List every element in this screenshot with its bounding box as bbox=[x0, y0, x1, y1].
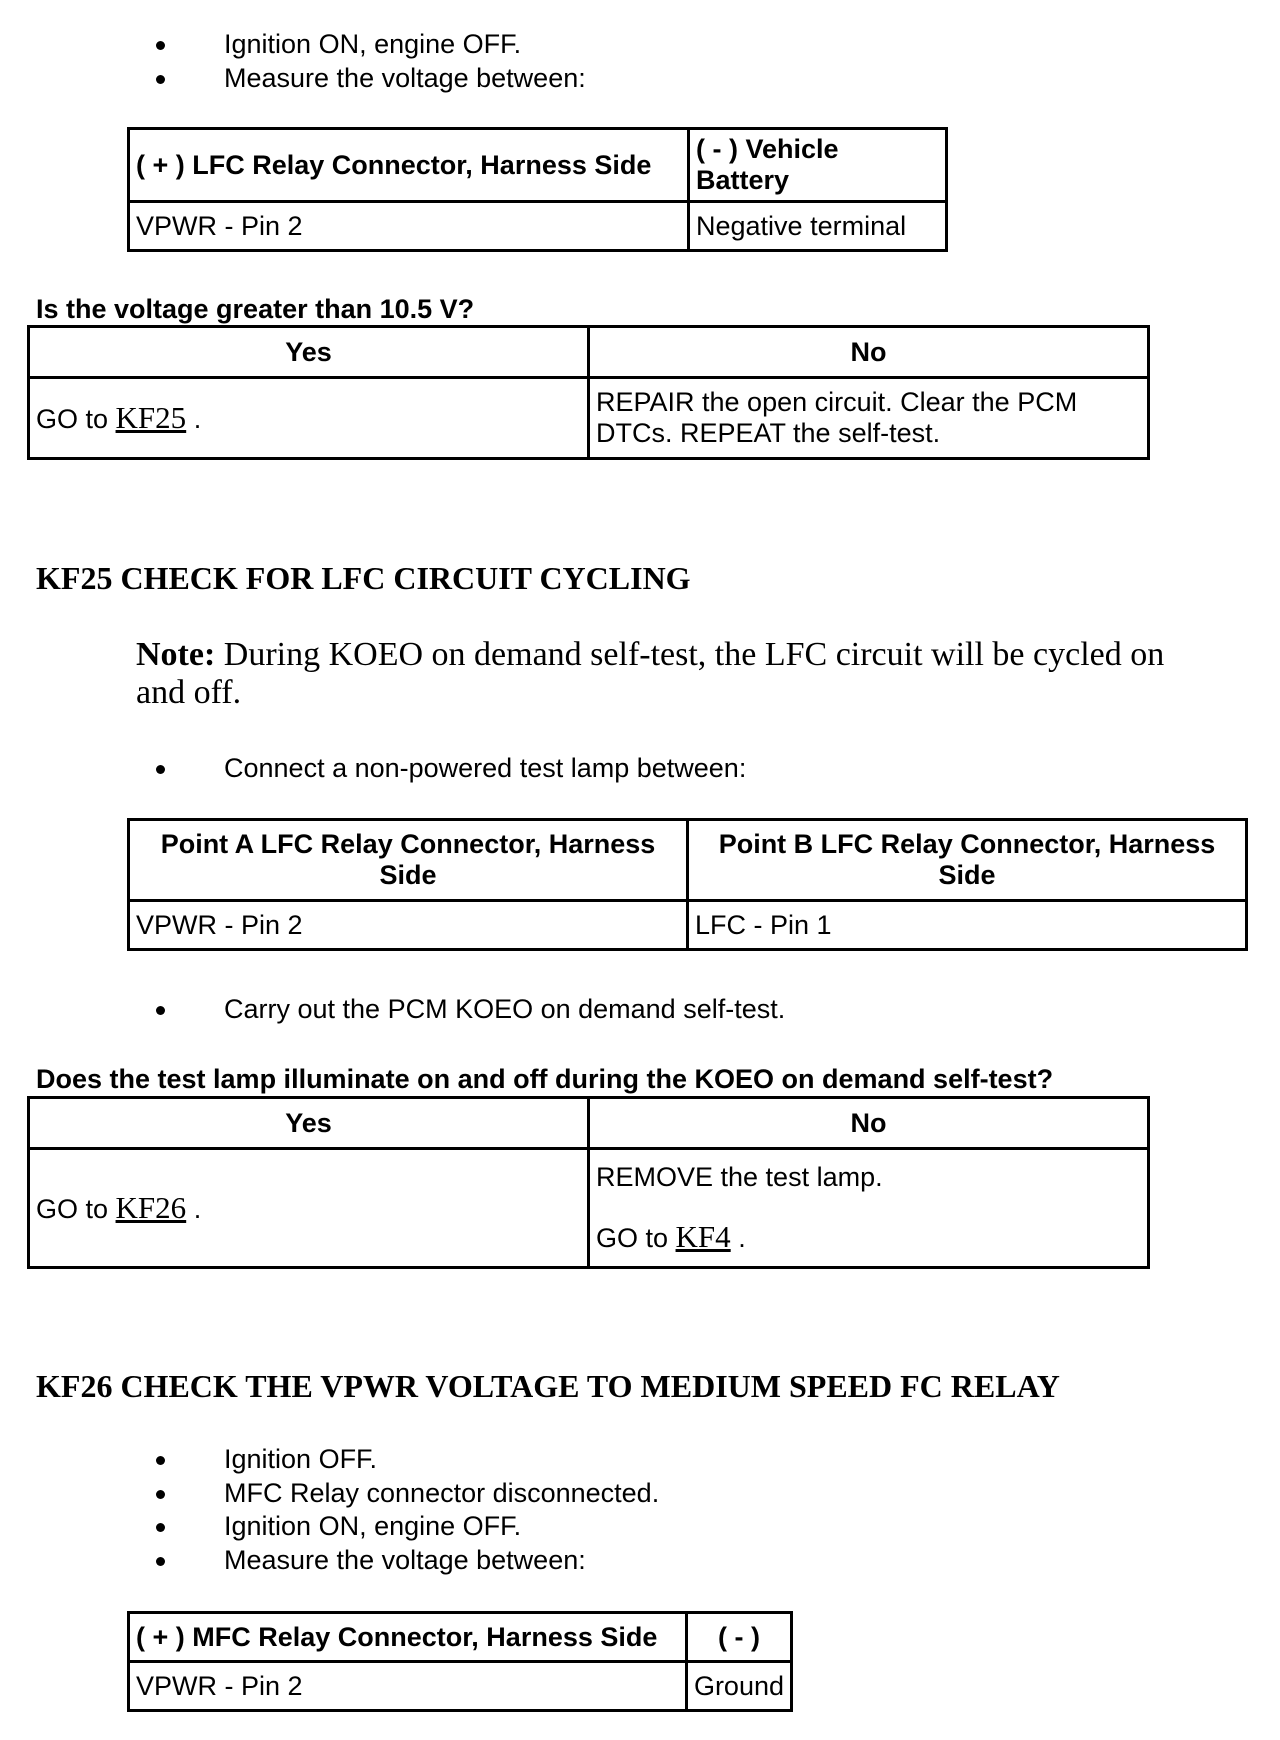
table-header: ( + ) MFC Relay Connector, Harness Side bbox=[129, 1613, 687, 1662]
table-header: Point B LFC Relay Connector, Harness Side bbox=[688, 820, 1247, 901]
period: . bbox=[193, 403, 202, 434]
list-item: Carry out the PCM KOEO on demand self-test. bbox=[156, 993, 785, 1027]
go-to-label: GO to bbox=[36, 403, 109, 434]
no-header: No bbox=[589, 1098, 1149, 1149]
yes-header: Yes bbox=[29, 1098, 589, 1149]
heading-kf26: KF26 CHECK THE VPWR VOLTAGE TO MEDIUM SPEED FC RELAY bbox=[36, 1368, 1060, 1404]
go-to-label: GO to bbox=[596, 1223, 669, 1253]
yes-header: Yes bbox=[29, 327, 589, 378]
heading-kf25: KF25 CHECK FOR LFC CIRCUIT CYCLING bbox=[36, 560, 691, 596]
table-cell: Negative terminal bbox=[689, 202, 947, 251]
list-item: Measure the voltage between: bbox=[156, 62, 586, 96]
table-header: ( - ) bbox=[686, 1613, 791, 1662]
decision-table-voltage bbox=[27, 325, 1150, 460]
note-text: During KOEO on demand self-test, the LFC circuit will be cycled on and off. bbox=[136, 636, 1165, 711]
go-to-label: GO to bbox=[36, 1193, 109, 1224]
link-kf26[interactable]: KF26 bbox=[115, 1189, 187, 1225]
table-header: ( + ) LFC Relay Connector, Harness Side bbox=[129, 129, 689, 202]
period: . bbox=[738, 1223, 746, 1253]
bullet-list-kf25-b bbox=[156, 993, 785, 1027]
table-header: ( - ) Vehicle Battery bbox=[689, 129, 947, 202]
no-cell: REPAIR the open circuit. Clear the PCM DTCs. REPEAT the self-test. bbox=[589, 378, 1149, 459]
table-cell: Ground bbox=[686, 1662, 791, 1711]
decision-table-test-lamp bbox=[27, 1096, 1150, 1269]
list-item: Ignition ON, engine OFF. bbox=[156, 28, 586, 62]
table-cell: VPWR - Pin 2 bbox=[129, 901, 688, 950]
table-cell: VPWR - Pin 2 bbox=[129, 1662, 687, 1711]
note-label: Note: bbox=[136, 636, 216, 673]
list-item: Ignition ON, engine OFF. bbox=[156, 1510, 659, 1544]
list-item: Ignition OFF. bbox=[156, 1443, 659, 1477]
list-item: Connect a non-powered test lamp between: bbox=[156, 752, 746, 786]
no-header: No bbox=[589, 327, 1149, 378]
table-header: Point A LFC Relay Connector, Harness Side bbox=[129, 820, 688, 901]
bullet-list-section1 bbox=[156, 28, 586, 95]
yes-cell bbox=[29, 378, 589, 459]
list-item: MFC Relay connector disconnected. bbox=[156, 1477, 659, 1511]
list-item: Measure the voltage between: bbox=[156, 1544, 659, 1578]
table-cell: VPWR - Pin 2 bbox=[129, 202, 689, 251]
bullet-list-kf26 bbox=[156, 1443, 659, 1577]
yes-cell bbox=[29, 1149, 589, 1268]
question-test-lamp: Does the test lamp illuminate on and off during the KOEO on demand self-test? bbox=[36, 1064, 1054, 1094]
lfc-voltage-table bbox=[127, 127, 948, 252]
link-kf25[interactable]: KF25 bbox=[115, 399, 187, 435]
no-cell bbox=[589, 1149, 1149, 1268]
test-lamp-table bbox=[127, 818, 1248, 951]
bullet-list-kf25-a bbox=[156, 752, 746, 786]
question-voltage: Is the voltage greater than 10.5 V? bbox=[36, 294, 475, 324]
note-kf25 bbox=[136, 636, 1216, 712]
table-cell: LFC - Pin 1 bbox=[688, 901, 1247, 950]
period: . bbox=[193, 1193, 202, 1224]
link-kf4[interactable]: KF4 bbox=[675, 1219, 731, 1254]
remove-lamp-text: REMOVE the test lamp. bbox=[596, 1162, 883, 1192]
mfc-voltage-table bbox=[127, 1611, 793, 1712]
go-to-line bbox=[596, 1221, 1141, 1254]
